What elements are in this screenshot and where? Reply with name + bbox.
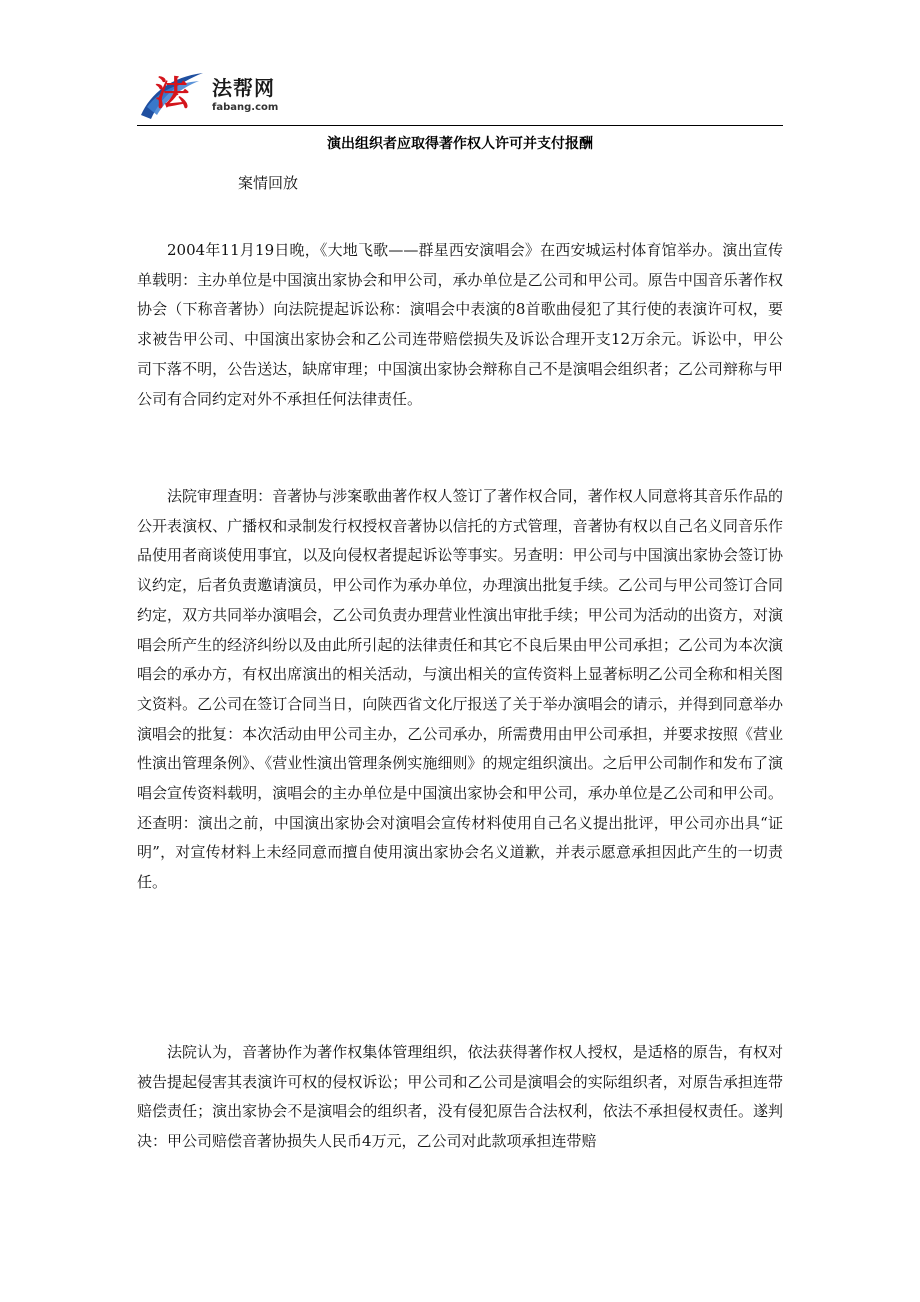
paragraph-court-ruling: 法院认为，音著协作为著作权集体管理组织，依法获得著作权人授权，是适格的原告，有权对被告提起侵害其表演许可权的侵权诉讼；甲公司和乙公司是演唱会的实际组织者，对原告承担连带赔偿责任；演出家协会不是演唱会的组织者，没有侵犯原告合法权利，依法不承担侵权责任。遂判决：甲公司赔偿音著协损失人民币4万元，乙公司对此款项承担连带赔 <box>137 1043 783 1151</box>
header-divider <box>137 125 783 126</box>
section-label: 案情回放 <box>238 174 299 192</box>
paragraph-court-findings: 法院审理查明：音著协与涉案歌曲著作权人签订了著作权合同，著作权人同意将其音乐作品的公开表演权、广播权和录制发行权授权音著协以信托的方式管理，音著协有权以自己名义同音乐作品使用者商谈使用事宜，以及向侵权者提起诉讼等事实。另查明：甲公司与中国演出家协会签订协议约定，后者负责邀请演员，甲公司作为承办单位，办理演出批复手续。乙公司与甲公司签订合同约定，双方共同举办演唱会，乙公司负责办理营业性演出审批手续；甲公司为活动的出资方，对演唱会所产生的经济纠纷以及由此所引起的法律责任和其它不良后果由甲公司承担；乙公司为本次演唱会的承办方，有权出席演出的相关活动，与演出相关的宣传资料上显著标明乙公司全称和相关图文资料。乙公司在签订合同当日，向陕西省文化厅报送了关于举办演唱会的请示，并得到同意举办演唱会的批复：本次活动由甲公司主办，乙公司承办，所需费用由甲公司承担，并要求按照《营业性演出管理条例》、《营业性演出管理条例实施细则》的规定组织演出。之后甲公司制作和发布了演唱会宣传资料载明，演唱会的主办单位是中国演出家协会和甲公司，承办单位是乙公司和甲公司。还查明：演出之前，中国演出家协会对演唱会宣传材料使用自己名义提出批评，甲公司亦出具“证明”，对宣传材料上未经同意而擅自使用演出家协会名义道歉，并表示愿意承担因此产生的一切责任。 <box>137 487 783 892</box>
logo-mark-glyph: 法 <box>155 74 189 114</box>
fabang-logo-icon[interactable] <box>137 63 207 123</box>
logo-text <box>212 77 278 115</box>
logo-domain[interactable]: fabang.com <box>212 102 279 113</box>
document-title: 演出组织者应取得著作权人许可并支付报酬 <box>327 136 593 152</box>
paragraph-case-facts: 2004年11月19日晚，《大地飞歌——群星西安演唱会》在西安城运村体育馆举办。演出宣传单载明：主办单位是中国演出家协会和甲公司，承办单位是乙公司和甲公司。原告中国音乐著作权协会（下称音著协）向法院提起诉讼称：演唱会中表演的8首歌曲侵犯了其行使的表演许可权，要求被告甲公司、中国演出家协会和乙公司连带赔偿损失及诉讼合理开支12万余元。诉讼中，甲公司下落不明，公告送达，缺席审理；中国演出家协会辩称自己不是演唱会组织者；乙公司辩称与甲公司有合同约定对外不承担任何法律责任。 <box>137 241 783 408</box>
logo-title[interactable]: 法帮网 <box>212 76 275 100</box>
site-header <box>137 63 783 125</box>
